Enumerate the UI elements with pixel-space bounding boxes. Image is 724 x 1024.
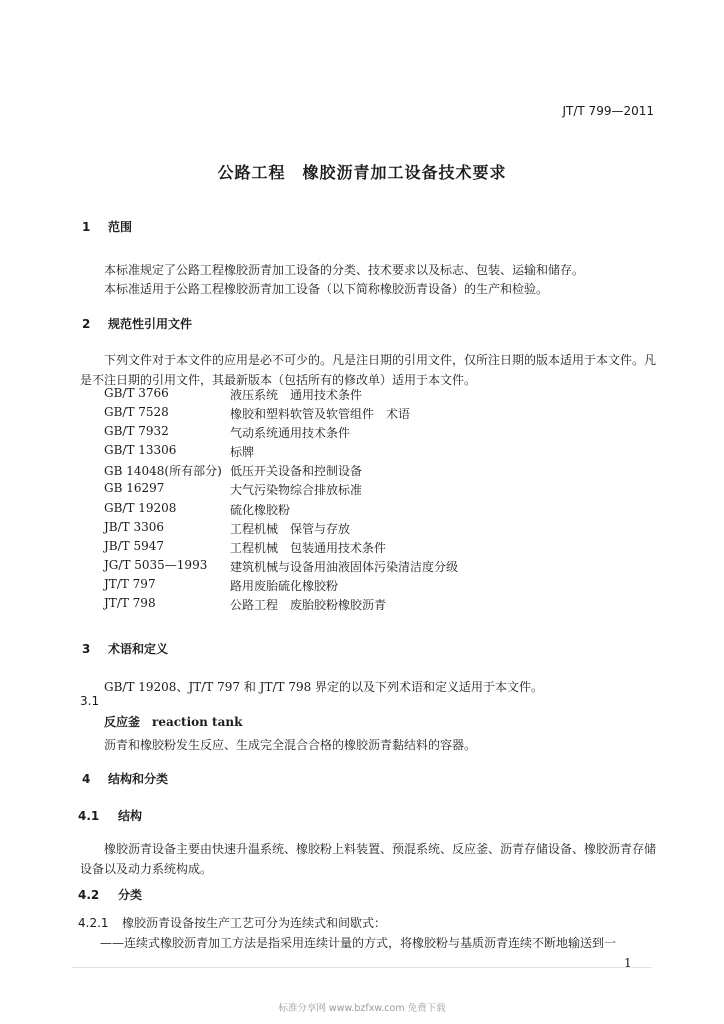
standard-number: JT/T 799—2011 [562, 104, 654, 118]
subsection-title: 分类 [118, 888, 143, 902]
reference-code: GB/T 13306 [104, 443, 177, 458]
reference-row [104, 386, 458, 405]
section-title: 规范性引用文件 [108, 317, 193, 331]
reference-title: 低压开关设备和控制设备 [230, 464, 363, 479]
section-title: 结构和分类 [108, 772, 169, 786]
reference-list [104, 386, 458, 615]
section-number: 3 [82, 642, 91, 656]
term-name: 反应釜 reaction tank [104, 715, 243, 729]
section-title: 术语和定义 [108, 642, 169, 656]
reference-code: GB/T 7932 [104, 424, 169, 439]
reference-row [104, 405, 458, 424]
reference-title: 公路工程 废胎胶粉橡胶沥青 [230, 598, 387, 613]
subsection-4-2-heading [78, 886, 142, 903]
references-intro: 下列文件对于本文件的应用是必不可少的。凡是注日期的引用文件，仅所注日期的版本适用于本文件。凡是不注日期的引用文件，其最新版本（包括所有的修改单）适用于本文件。 [80, 353, 657, 387]
terms-intro: GB/T 19208、JT/T 797 和 JT/T 798 界定的以及下列术语和定义适用于本文件。 [104, 680, 544, 694]
reference-title: 工程机械 保管与存放 [230, 521, 351, 536]
section-4-heading [82, 770, 168, 787]
reference-code: GB/T 7528 [104, 405, 169, 420]
page-number: 1 [624, 956, 632, 970]
reference-code: GB 14048(所有部分) [104, 464, 222, 479]
reference-row [104, 443, 458, 462]
reference-code: GB/T 3766 [104, 386, 169, 400]
section-title: 范围 [108, 220, 133, 234]
section-number: 1 [82, 220, 91, 234]
reference-title: 液压系统 通用技术条件 [230, 388, 363, 402]
section-1-heading [82, 218, 132, 235]
reference-code: GB/T 19208 [104, 500, 177, 515]
term-number: 3.1 [80, 694, 100, 708]
subsection-number: 4.1 [78, 809, 100, 823]
reference-title: 路用废胎硫化橡胶粉 [230, 578, 339, 593]
clause-number: 4.2.1 [78, 916, 109, 930]
reference-title: 标牌 [230, 445, 255, 460]
clause-4-2-1 [78, 914, 386, 931]
section-number: 2 [82, 317, 91, 331]
reference-code: JT/T 797 [104, 576, 156, 591]
reference-row [104, 577, 458, 596]
list-item-continuous: ——连续式橡胶沥青加工方法是指采用连续计量的方式，将橡胶粉与基质沥青连续不断地输送到一 [100, 936, 617, 950]
section-number: 4 [82, 772, 91, 786]
reference-title: 硫化橡胶粉 [230, 502, 291, 517]
reference-title: 大气污染物综合排放标准 [230, 483, 363, 498]
reference-title: 气动系统通用技术条件 [230, 426, 351, 441]
reference-code: JT/T 798 [104, 596, 156, 611]
reference-title: 橡胶和塑料软管及软管组件 术语 [230, 407, 411, 422]
section-2-heading [82, 315, 192, 332]
term-definition: 沥青和橡胶粉发生反应、生成完全混合合格的橡胶沥青黏结料的容器。 [104, 738, 477, 752]
reference-row [104, 558, 458, 577]
reference-code: JB/T 3306 [104, 519, 165, 534]
footer-divider [72, 967, 652, 968]
reference-row [104, 596, 458, 615]
subsection-number: 4.2 [78, 888, 100, 902]
reference-row [104, 539, 458, 558]
reference-title: 工程机械 包装通用技术条件 [230, 540, 387, 555]
reference-code: JG/T 5035—1993 [104, 557, 208, 572]
structure-paragraph: 橡胶沥青设备主要由快速升温系统、橡胶粉上料装置、预混系统、反应釜、沥青存储设备、橡胶沥青存储设备以及动力系统构成。 [80, 842, 657, 876]
reference-row [104, 424, 458, 443]
subsection-4-1-heading [78, 807, 142, 824]
reference-row [104, 462, 458, 481]
page-title: 公路工程 橡胶沥青加工设备技术要求 [217, 163, 507, 182]
reference-row [104, 520, 458, 539]
reference-code: GB 16297 [104, 481, 165, 496]
clause-text: 橡胶沥青设备按生产工艺可分为连续式和间歇式： [122, 916, 387, 930]
watermark-text: 标准分享网 www.bzfxw.com 免费下载 [278, 1003, 446, 1014]
reference-code: JB/T 5947 [104, 538, 165, 553]
reference-title: 建筑机械与设备用油液固体污染清洁度分级 [230, 559, 459, 574]
section-3-heading [82, 640, 168, 657]
reference-row [104, 501, 458, 520]
scope-paragraph-2: 本标准适用于公路工程橡胶沥青加工设备（以下简称橡胶沥青设备）的生产和检验。 [104, 282, 549, 296]
scope-paragraph-1: 本标准规定了公路工程橡胶沥青加工设备的分类、技术要求以及标志、包装、运输和储存。 [104, 263, 585, 277]
subsection-title: 结构 [118, 809, 143, 823]
reference-row [104, 481, 458, 500]
